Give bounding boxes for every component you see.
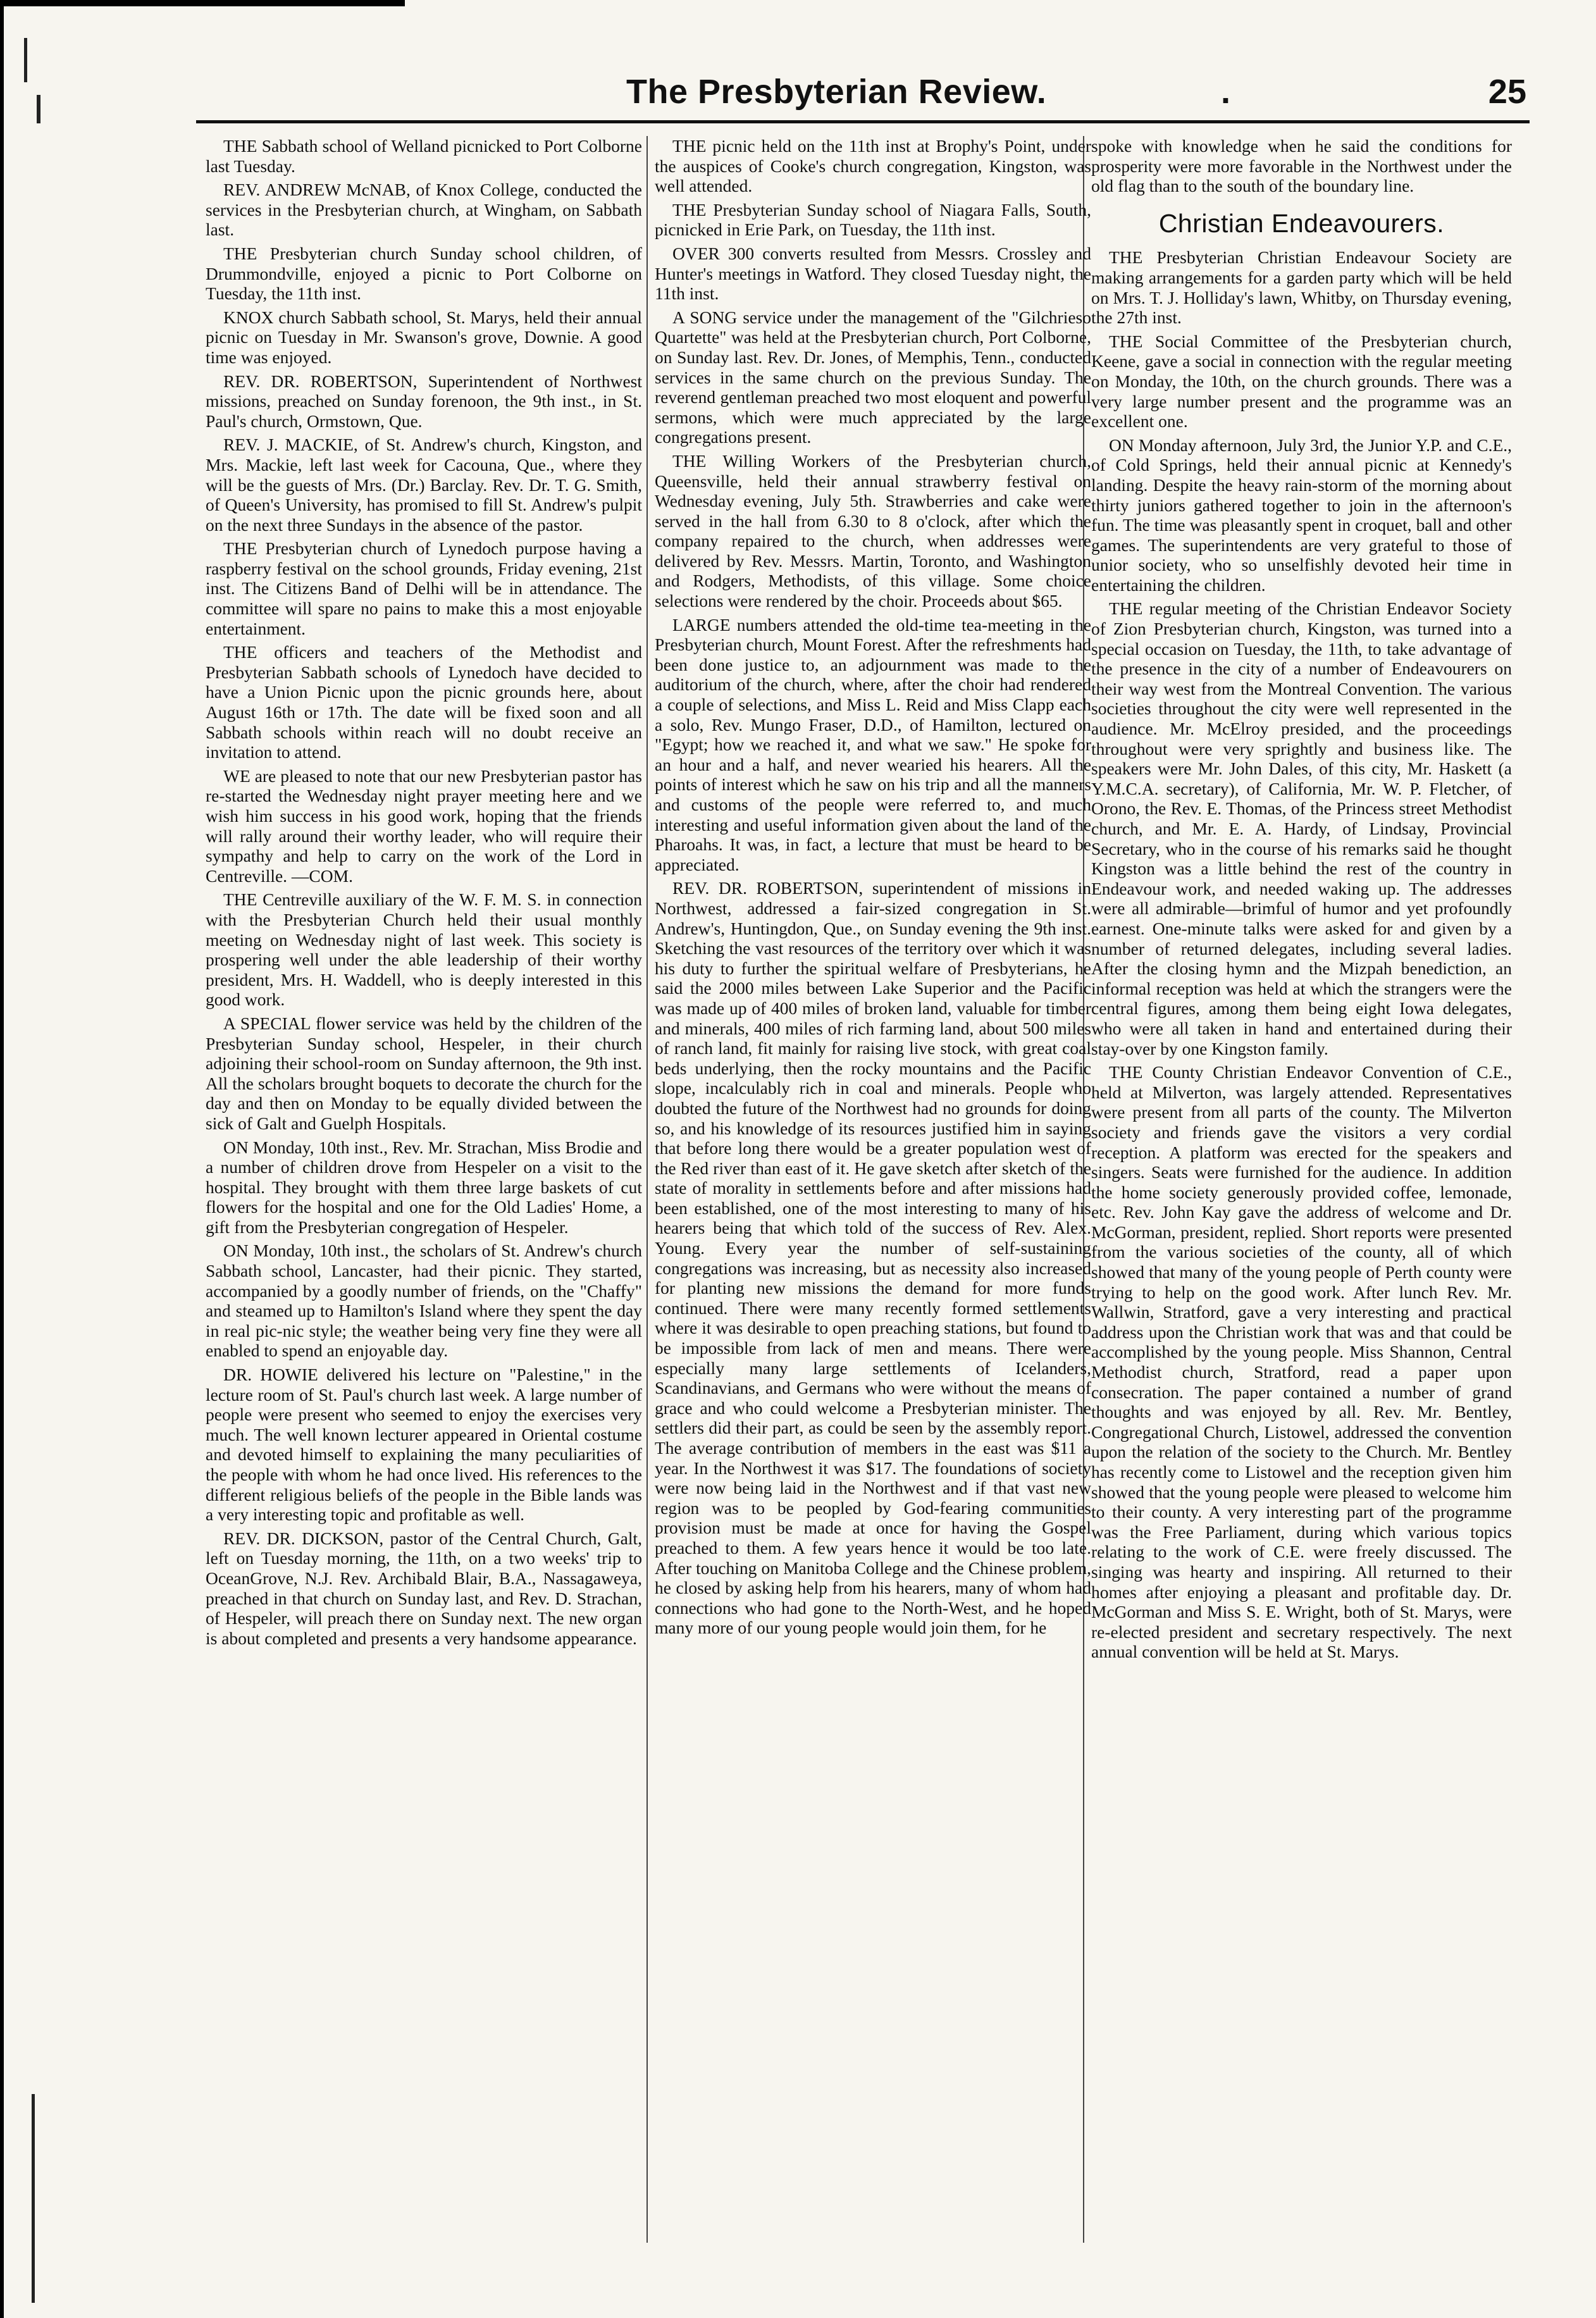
scan-top-border bbox=[0, 0, 405, 6]
news-item: THE Willing Workers of the Presbyterian church, Queensville, held their annual strawberry festival on Wednesday evening, July 5th. Strawberries and cake were served in the hall from 6.30 to 8 o'clock, after which the company repaired to the church, when addresses were delivered by Rev. Messrs. Martin, Toronto, and Washington and Rodgers, Methodists, of this village. Some choice selections were rendered by the choir. Proceeds about $65. bbox=[655, 450, 1091, 611]
margin-mark bbox=[24, 38, 27, 82]
page-number: 25 bbox=[1488, 73, 1526, 111]
margin-mark bbox=[32, 2094, 35, 2303]
news-item: THE Sabbath school of Welland picnicked to Port Colborne last Tuesday. bbox=[206, 136, 642, 176]
column-rule bbox=[646, 136, 648, 2243]
news-item: THE regular meeting of the Christian Endeavor Society of Zion Presbyterian church, Kingston, was turned into a special occasion on Tuesday, the 11th, to take advantage of the presence in the city of a number of Endeavourers on their way west from the Montreal Convention. The various societies throughout the city were well represented in the audience. Mr. McElroy presided, and the proceedings throughout were very sprightly and business like. The speakers were Mr. John Dales, of this city, Mr. Haskett (a Y.M.C.A. secretary), of California, Mr. W. P. Fletcher, of Orono, the Rev. E. Thomas, of the Princess street Methodist church, and Mr. E. A. Hardy, of Lindsay, Provincial Secretary, who in the course of his remarks said he thought Kingston was a little behind the rest of the country in Endeavour work, and needed waking up. The addresses were all admirable—brimful of humor and yet profoundly earnest. One-minute talks were asked for and given by a number of returned delegates, including several ladies. After the closing hymn and the Mizpah benediction, an informal reception was held at which the strangers were the central figures, among them being eight Iowa delegates, who were all taken in hand and entertained during their stay-over by one Kingston family. bbox=[1091, 598, 1512, 1058]
news-item: ON Monday, 10th inst., Rev. Mr. Strachan, Miss Brodie and a number of children drove from Hespeler on a visit to the hospital. They brought with them three large baskets of cut flowers for the hospital and one for the Old Ladies' Home, a gift from the Presbyterian congregation of Hespeler. bbox=[206, 1137, 642, 1237]
news-item: REV. ANDREW McNAB, of Knox College, conducted the services in the Presbyterian church, at Wingham, on Sabbath last. bbox=[206, 180, 642, 240]
column-2 bbox=[655, 136, 1091, 2224]
header-rule bbox=[196, 120, 1530, 123]
news-item: THE Presbyterian church of Lynedoch purpose having a raspberry festival on the school grounds, Friday evening, 21st inst. The Citizens Band of Delhi will be in attendance. The committee will spare no pains to make this a most enjoyable entertainment. bbox=[206, 538, 642, 638]
margin-mark bbox=[37, 95, 40, 123]
news-item: THE Presbyterian church Sunday school children, of Drummondville, enjoyed a picnic to Port Colborne on Tuesday, the 11th inst. bbox=[206, 243, 642, 304]
news-item: ON Monday, 10th inst., the scholars of St. Andrew's church Sabbath school, Lancaster, had their picnic. They started, accompanied by a goodly number of friends, on the "Chaffy" and steamed up to Hamilton's Island where they spent the day in real pic-nic style; the weather being very fine they were all enabled to spend an enjoyable day. bbox=[206, 1241, 642, 1361]
news-item: THE Presbyterian Christian Endeavour Society are making arrangements for a garden party which will be held on Mrs. T. J. Holliday's lawn, Whitby, on Thursday evening, the 27th inst. bbox=[1091, 247, 1512, 328]
news-item: OVER 300 converts resulted from Messrs. Crossley and Hunter's meetings in Watford. They closed Tuesday night, the 11th inst. bbox=[655, 243, 1091, 304]
news-item: ON Monday afternoon, July 3rd, the Junior Y.P. and C.E., of Cold Springs, held their annual picnic at Kennedy's landing. Despite the heavy rain-storm of the morning about thirty juniors gathered together to join in the afternoon's fun. The time was pleasantly spent in croquet, ball and other games. The superintendents are very grateful to those of unior society, who so unselfishly devoted heir time in entertaining the children. bbox=[1091, 435, 1512, 595]
page-edge bbox=[0, 0, 4, 2318]
continued-text: spoke with knowledge when he said the conditions for prosperity were more favorable in the Northwest under the old flag than to the south of the boundary line. bbox=[1091, 136, 1512, 196]
news-item: KNOX church Sabbath school, St. Marys, held their annual picnic on Tuesday in Mr. Swanson's grove, Downie. A good time was enjoyed. bbox=[206, 307, 642, 367]
publication-title: The Presbyterian Review. bbox=[626, 73, 1047, 111]
header-dot: . bbox=[1221, 73, 1231, 111]
column-3 bbox=[1091, 136, 1512, 2224]
news-item: THE Presbyterian Sunday school of Niagara Falls, South, picnicked in Erie Park, on Tuesday, the 11th inst. bbox=[655, 199, 1091, 240]
news-item: THE Centreville auxiliary of the W. F. M. S. in connection with the Presbyterian Church held their usual monthly meeting on Wednesday night of last week. This society is prospering well under the able leadership of their worthy president, Mrs. H. Waddell, who is deeply interested in this good work. bbox=[206, 889, 642, 1010]
news-item: A SPECIAL flower service was held by the children of the Presbyterian Sunday school, Hespeler, in their church adjoining their school-room on Sunday afternoon, the 9th inst. All the scholars brought boquets to decorate the church for the day and then on Monday to be equally divided between the sick of Galt and Guelph Hospitals. bbox=[206, 1013, 642, 1133]
news-item: REV. J. MACKIE, of St. Andrew's church, Kingston, and Mrs. Mackie, left last week for Cacouna, Que., where they will be the guests of Mrs. (Dr.) Barclay. Rev. Dr. T. G. Smith, of Queen's University, has promised to fill St. Andrew's pulpit on the next three Sundays in the absence of the pastor. bbox=[206, 435, 642, 535]
section-heading: Christian Endeavourers. bbox=[1158, 208, 1445, 238]
column-1 bbox=[206, 136, 642, 2224]
news-item: DR. HOWIE delivered his lecture on "Palestine," in the lecture room of St. Paul's church last week. A large number of people were present who seemed to enjoy the exercises very much. The well known lecturer appeared in Oriental costume and devoted himself to explaining the many peculiarities of the people with whom he had once lived. His references to the different religious beliefs of the people in the Bible lands was a very interesting topic and profitable as well. bbox=[206, 1365, 642, 1525]
news-item: THE Social Committee of the Presbyterian church, Keene, gave a social in connection with the regular meeting on Monday, the 10th, on the church grounds. There was a very large number present and the programme was an excellent one. bbox=[1091, 331, 1512, 431]
news-item: LARGE numbers attended the old-time tea-meeting in the Presbyterian church, Mount Forest. After the refreshments had been done justice to, an adjournment was made to the auditorium of the church, where, after the choir had rendered a couple of selections, and Miss L. Reid and Miss Clapp each a solo, Rev. Mungo Fraser, D.D., of Hamilton, lectured on "Egypt; how we reached it, and what we saw." He spoke for an hour and a half, and never wearied his hearers. All the points of interest which he saw on his trip and all the manners and customs of the people were referred to, and much interesting and useful information given about the land of the Pharoahs. It was, in fact, a lecture that must be heard to be appreciated. bbox=[655, 614, 1091, 874]
news-item: THE officers and teachers of the Methodist and Presbyterian Sabbath schools of Lynedoch have decided to have a Union Picnic upon the picnic grounds here, about August 16th or 17th. The date will be fixed soon and all Sabbath schools within reach will no doubt receive an invitation to attend. bbox=[206, 642, 642, 762]
news-item: THE picnic held on the 11th inst at Brophy's Point, under the auspices of Cooke's church congregation, Kingston, was well attended. bbox=[655, 136, 1091, 196]
news-item: REV. DR. ROBERTSON, Superintendent of Northwest missions, preached on Sunday forenoon, the 9th inst., in St. Paul's church, Ormstown, Que. bbox=[206, 371, 642, 431]
news-item: REV. DR. ROBERTSON, superintendent of missions in Northwest, addressed a fair-sized congregation in St. Andrew's, Huntingdon, Que., on Sunday evening the 9th inst. Sketching the vast resources of the territory over which it was his duty to further the spiritual welfare of Presbyterians, he said the 2000 miles between Lake Superior and the Pacific was made up of 400 miles of broken land, valuable for timber and minerals, 400 miles of rich farming land, about 500 miles of ranch land, fit mainly for raising live stock, with great coal beds underlying, then the rocky mountains and the Pacific slope, incalculably rich in coal and minerals. People who doubted the future of the Northwest had no grounds for doing so, and his knowledge of its resources justified him in saying that before long there would be a greater population west of the Red river than east of it. He gave sketch after sketch of the state of morality in settlements before and after missions had been established, one of the most interesting to many of his hearers being that which told of the success of Rev. Alex. Young. Every year the number of self-sustaining congregations was increasing, but as necessity also increased for planting new missions the demand for more funds continued. There were many recently formed settlements where it was desirable to open preaching stations, but found to be impossible from lack of men and means. There were especially many large settlements of Icelanders, Scandinavians, and Germans who were without the means of grace and who could welcome a Presbyterian minister. The settlers did their part, as could be seen by the assembly report. The average contribution of members in the east was $11 a year. In the Northwest it was $17. The foundations of society were now being laid in the Northwest and if that vast new region was to be peopled by God-fearing communities provision must be made at once for having the Gospel preached to them. A few years hence it would be too late. After touching on Manitoba College and the Chinese problem, he closed by asking help from his hearers, many of whom had connections who had gone to the North-West, and he hoped many more of our young people would join them, for he bbox=[655, 878, 1091, 1638]
news-item: WE are pleased to note that our new Presbyterian pastor has re-started the Wednesday night prayer meeting here and we wish him success in his good work, hoping that the friends will rally around their worthy leader, who will require their sympathy and help to carry on the work of the Lord in Centreville. —COM. bbox=[206, 765, 642, 886]
page-header bbox=[614, 70, 1526, 120]
news-item: REV. DR. DICKSON, pastor of the Central Church, Galt, left on Tuesday morning, the 11th, on a two weeks' trip to OceanGrove, N.J. Rev. Archibald Blair, B.A., Nassagaweya, preached in that church on Sunday last, and Rev. D. Strachan, of Hespeler, will preach there on Sunday next. The new organ is about completed and presents a very handsome appearance. bbox=[206, 1528, 642, 1648]
news-item: THE County Christian Endeavor Convention of C.E., held at Milverton, was largely attended. Representatives were present from all parts of the county. The Milverton society and friends gave the visitors a very cordial reception. A platform was erected for the speakers and singers. Seats were furnished for the audience. In addition the home society generously provided coffee, lemonade, etc. Rev. John Kay gave the address of welcome and Dr. McGorman, president, replied. Short reports were presented from the various societies of the county, all of which showed that many of the young people of Perth county were trying to help on the good work. After lunch Rev. Mr. Wallwin, Stratford, gave a very interesting and practical address upon the Christian work that was and that could be accomplished by the young people. Miss Shannon, Central Methodist church, Stratford, read a paper upon consecration. The paper contained a number of grand thoughts and was enjoyed by all. Rev. Mr. Bentley, Congregational Church, Listowel, addressed the convention upon the relation of the society to the Church. Mr. Bentley has recently come to Listowel and the reception given him showed that the young people were pleased to welcome him to their county. A very interesting part of the programme was the Free Parliament, during which various topics relating to the work of C.E. were freely discussed. The singing was hearty and inspiring. All returned to their homes after enjoying a pleasant and profitable day. Dr. McGorman and Miss S. E. Wright, both of St. Marys, were re-elected president and secretary respectively. The next annual convention will be held at St. Marys. bbox=[1091, 1062, 1512, 1662]
news-item: A SONG service under the management of the "Gilchrieso Quartette" was held at the Presbyterian church, Port Colborne, on Sunday last. Rev. Dr. Jones, of Memphis, Tenn., conducted services in the same church on the previous Sunday. The reverend gentleman preached two most eloquent and powerful sermons, which were much appreciated by the large congregations present. bbox=[655, 307, 1091, 447]
